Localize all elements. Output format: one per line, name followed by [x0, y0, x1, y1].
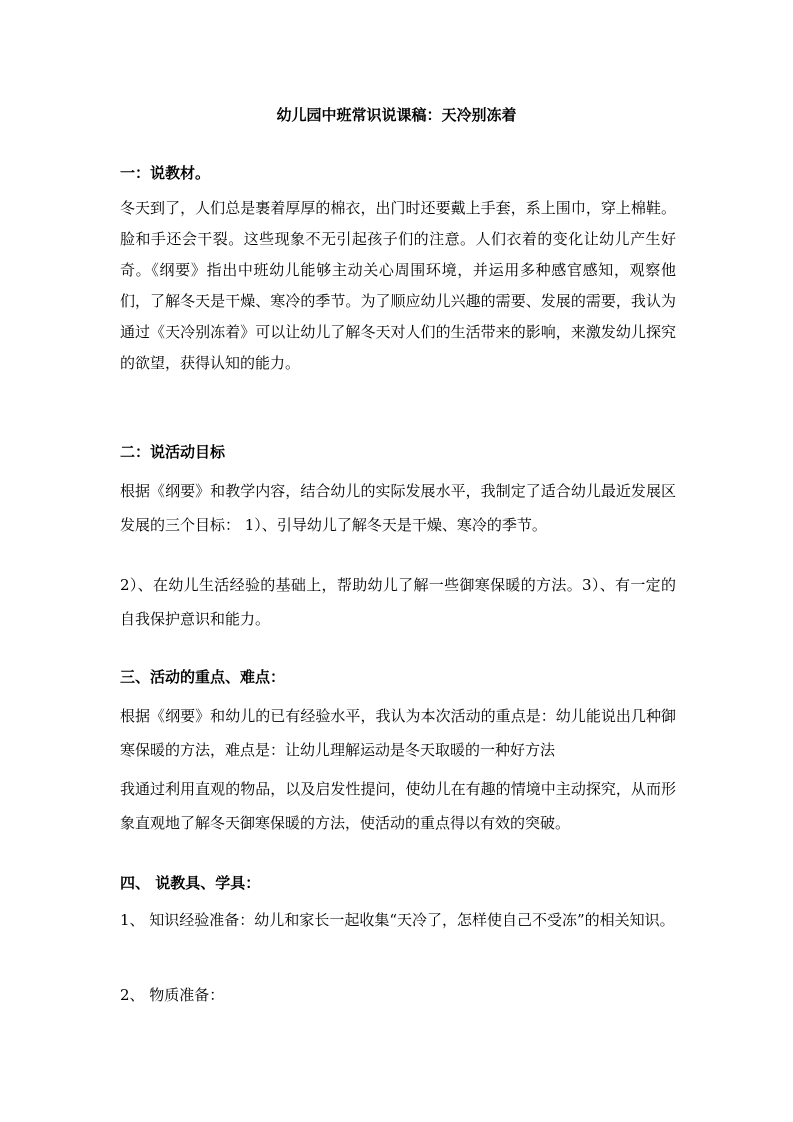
list-item-knowledge-prep: 1、 知识经验准备：幼儿和家长一起收集“天冷了，怎样使自己不受冻”的相关知识。: [120, 911, 675, 929]
section-2-body-1: 根据《纲要》和教学内容，结合幼儿的实际发展水平，我制定了适合幼儿最近发展区发展的三个目标： 1）、引导幼儿了解冬天是干燥、寒冷的季节。: [120, 482, 676, 534]
section-3-body-1: 根据《纲要》和幼儿的已有经验水平，我认为本次活动的重点是：幼儿能说出几种御寒保暖的方法，难点是：让幼儿理解运动是冬天取暖的一种好方法: [120, 707, 676, 759]
section-3-body-2: 我通过利用直观的物品，以及启发性提问，使幼儿在有趣的情境中主动探究，从而形象直观地了解冬天御寒保暖的方法，使活动的重点得以有效的突破。: [120, 780, 676, 832]
section-2-heading: 二：说活动目标: [120, 443, 226, 461]
section-2-body-2: 2）、在幼儿生活经验的基础上，帮助幼儿了解一些御寒保暖的方法。3）、有一定的自我保护意识和能力。: [120, 576, 676, 628]
section-3-heading: 三、活动的重点、难点：: [120, 668, 286, 686]
list-item-material-prep: 2、 物质准备：: [120, 986, 225, 1004]
section-1-heading: 一：说教材。: [120, 164, 211, 182]
section-1-body: 冬天到了，人们总是裹着厚厚的棉衣，出门时还要戴上手套，系上围巾，穿上棉鞋。脸和手还会干裂。这些现象不无引起孩子们的注意。人们衣着的变化让幼儿产生好奇。《纲要》指出中班幼儿能够主动关心周围环境，并运用多种感官感知，观察他们，了解冬天是干燥、寒冷的季节。为了顺应幼儿兴趣的需要、发展的需要，我认为通过《天冷别冻着》可以让幼儿了解冬天对人们的生活带来的影响，来激发幼儿探究的欲望，获得认知的能力。: [120, 199, 676, 372]
document-title: 幼儿园中班常识说课稿：天冷别冻着: [276, 106, 517, 124]
section-4-heading: 四、 说教具、学具：: [120, 874, 261, 892]
